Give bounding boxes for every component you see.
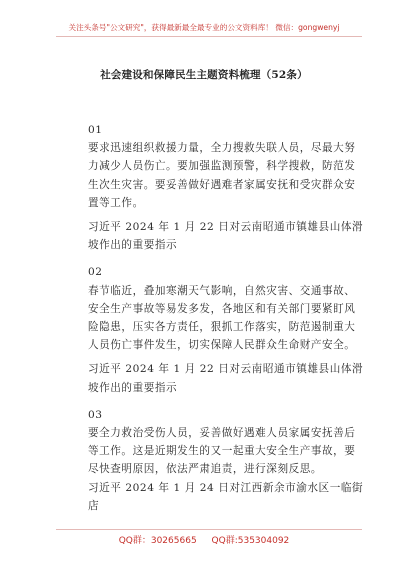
item-source: 习近平 2024 年 1 月 22 日对云南昭通市镇雄县山体滑坡作出的重要指示 [88, 363, 364, 394]
item-01 [88, 121, 366, 254]
item-text: 春节临近，叠加寒潮天气影响，自然灾害、交通事故、安全生产事故等易发多发，各地区和有关部门要紧盯风险隐患，压实各方责任，狠抓工作落实，防范遏制重大人员伤亡事件发生，切实保障人民群众生命财产安全。 [88, 284, 356, 352]
header-note: 关注头条号"公文研究"，获得最新最全最专业的公文资料库！ 微信：gongwenyj [68, 23, 340, 32]
item-number: 02 [88, 266, 103, 279]
item-02 [88, 263, 366, 396]
item-number: 03 [88, 408, 103, 421]
item-text: 要全力救治受伤人员，妥善做好遇难人员家属安抚善后等工作。这是近期发生的又一起重大安全生产事故，要尽快查明原因，依法严肃追责，进行深刻反思。 [88, 427, 356, 476]
document-body [88, 121, 366, 524]
footer-divider [56, 529, 362, 530]
header-divider [56, 36, 362, 37]
footer-qq-group-1: QQ群：30265665 [118, 536, 197, 546]
item-03 [88, 406, 366, 515]
document-title: 社会建设和保障民生主题资料梳理（52条） [100, 69, 308, 81]
item-source: 习近平 2024 年 1 月 24 日对江西新余市渝水区一临街店 [88, 481, 364, 512]
footer-qq-group-2: QQ群:535304092 [211, 536, 290, 546]
item-source: 习近平 2024 年 1 月 22 日对云南昭通市镇雄县山体滑坡作出的重要指示 [88, 221, 364, 252]
footer-qq [0, 533, 408, 546]
item-text: 要求迅速组织救援力量，全力搜救失联人员，尽最大努力减少人员伤亡。要加强监测预警，科学搜救，防范发生次生灾害。要妥善做好遇难者家属安抚和受灾群众安置等工作。 [88, 142, 356, 209]
item-number: 01 [88, 124, 103, 136]
